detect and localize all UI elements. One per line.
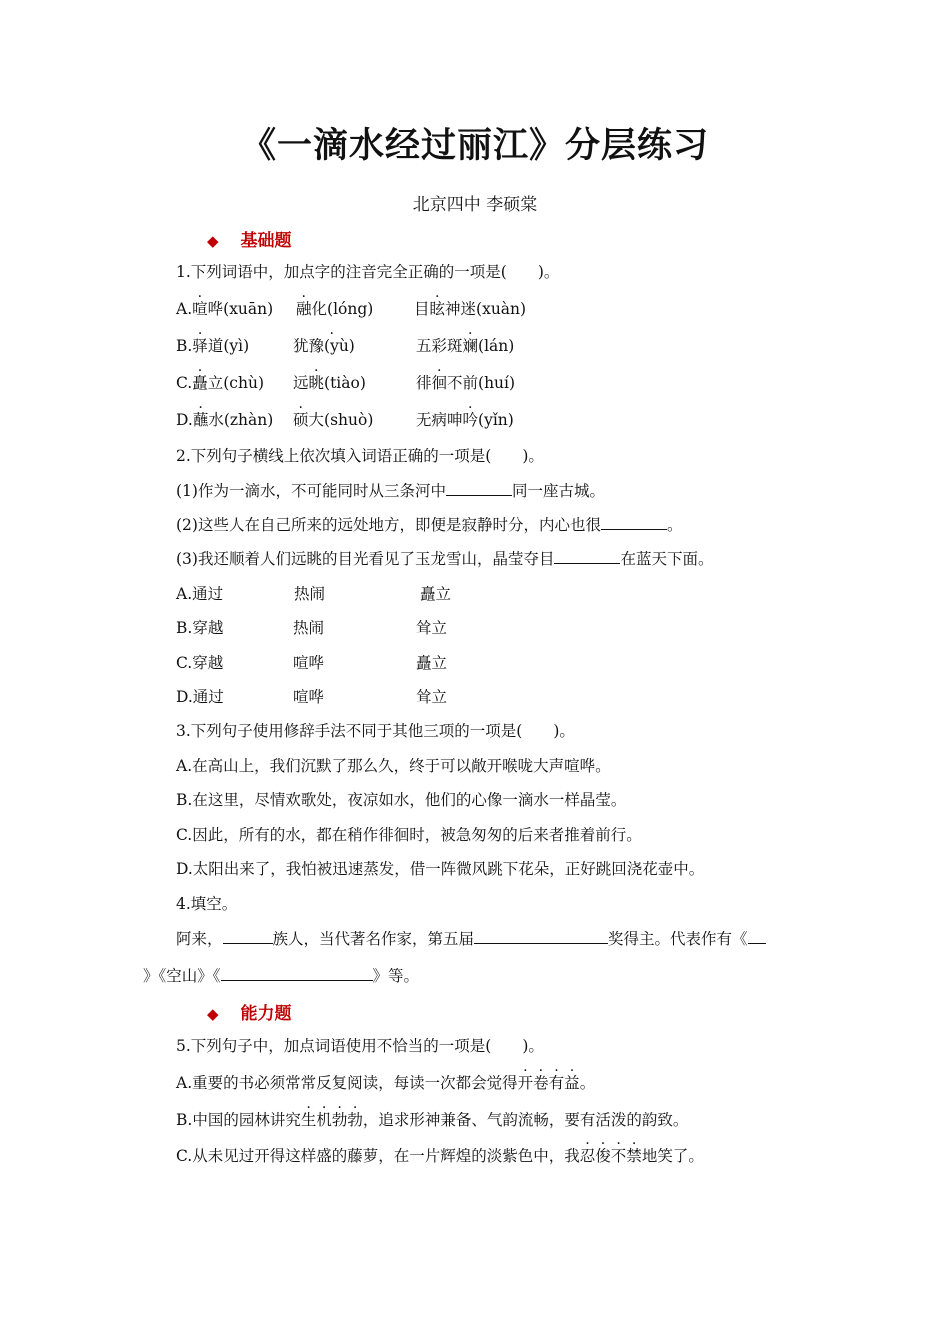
- q3-option-c: C.因此，所有的水，都在稍作徘徊时，被急匆匆的后来者推着前行。: [176, 826, 642, 844]
- diamond-bullet-icon: ◆: [207, 1005, 219, 1023]
- q2-option-d: D.通过 喧哗 耸立: [176, 688, 448, 706]
- q1-option-c: C.矗立(chù) 远眺(tiào) 徘徊不前(huí): [176, 374, 516, 392]
- q2-sentence-3: (3)我还顺着人们远眺的目光看见了玉龙雪山，晶莹夺目 在蓝天下面。: [176, 550, 714, 568]
- section-basic-heading: [207, 226, 292, 251]
- fill-blank: [223, 929, 273, 944]
- section-ability-label: 能力题: [240, 1004, 292, 1024]
- q3-option-d: D.太阳出来了，我怕被迅速蒸发，借一阵微风跳下花朵，正好跳回浇花壶中。: [176, 860, 705, 878]
- q4-line-1: 阿来， 族人，当代著名作家，第五届 奖得主。代表作有《: [176, 929, 766, 949]
- q3-option-b: B.在这里，尽情欢歌处，夜凉如水，他们的心像一滴水一样晶莹。: [176, 791, 627, 809]
- q5-stem: 5.下列句子中，加点词语使用不恰当的一项是( )。: [176, 1037, 544, 1055]
- q5-option-b: B.中国的园林讲究生机勃勃，追求形神兼备、气韵流畅，要有活泼的韵致。: [176, 1111, 689, 1129]
- section-ability-heading: [207, 999, 292, 1024]
- q2-sentence-2: (2)这些人在自己所来的远处地方，即便是寂静时分，内心也很 。: [176, 516, 683, 534]
- fill-blank: [748, 929, 766, 944]
- diamond-bullet-icon: ◆: [207, 232, 219, 250]
- q5-option-c: C.从未见过开得这样盛的藤萝，在一片辉煌的淡紫色中，我忍俊不禁地笑了。: [176, 1147, 704, 1165]
- fill-blank: [446, 481, 512, 496]
- q2-option-a: A.通过 热闹 矗立: [176, 585, 452, 603]
- q2-option-b: B.穿越 热闹 耸立: [176, 619, 448, 637]
- q2-sentence-1: (1)作为一滴水，不可能同时从三条河中 同一座古城。: [176, 482, 605, 500]
- q2-stem: 2.下列句子横线上依次填入词语正确的一项是( )。: [176, 447, 544, 465]
- q1-option-a: A.喧哗(xuān) 融化(lóng) 目眩神迷(xuàn): [176, 300, 527, 318]
- section-basic-label: 基础题: [240, 231, 292, 251]
- fill-blank: [474, 929, 608, 944]
- fill-blank: [554, 549, 620, 564]
- q3-option-a: A.在高山上，我们沉默了那么久，终于可以敞开喉咙大声喧哗。: [176, 757, 611, 775]
- q3-stem: 3.下列句子使用修辞手法不同于其他三项的一项是( )。: [176, 722, 575, 740]
- q2-option-c: C.穿越 喧哗 矗立: [176, 654, 448, 672]
- q5-option-a: A.重要的书必须常常反复阅读，每读一次都会觉得开卷有益。: [176, 1074, 596, 1092]
- q1-stem: 1.下列词语中，加点字的注音完全正确的一项是( )。: [176, 263, 560, 281]
- fill-blank: [601, 515, 667, 530]
- q1-option-b: B.驿道(yì) 犹. 豫(yù) 五彩斑斓(lán): [176, 336, 736, 358]
- page-title: 《一滴水经过丽江》分层练习: [240, 125, 709, 166]
- q4-line-2: 》《空山》《 》等。: [143, 967, 420, 985]
- author-line: 北京四中 李硕棠: [412, 195, 538, 215]
- q1-option-d: D.蘸水(zhàn) 硕大(shuò) 无病呻吟(yǐn): [176, 411, 514, 429]
- fill-blank: [221, 966, 373, 981]
- q4-stem: 4.填空。: [176, 895, 238, 913]
